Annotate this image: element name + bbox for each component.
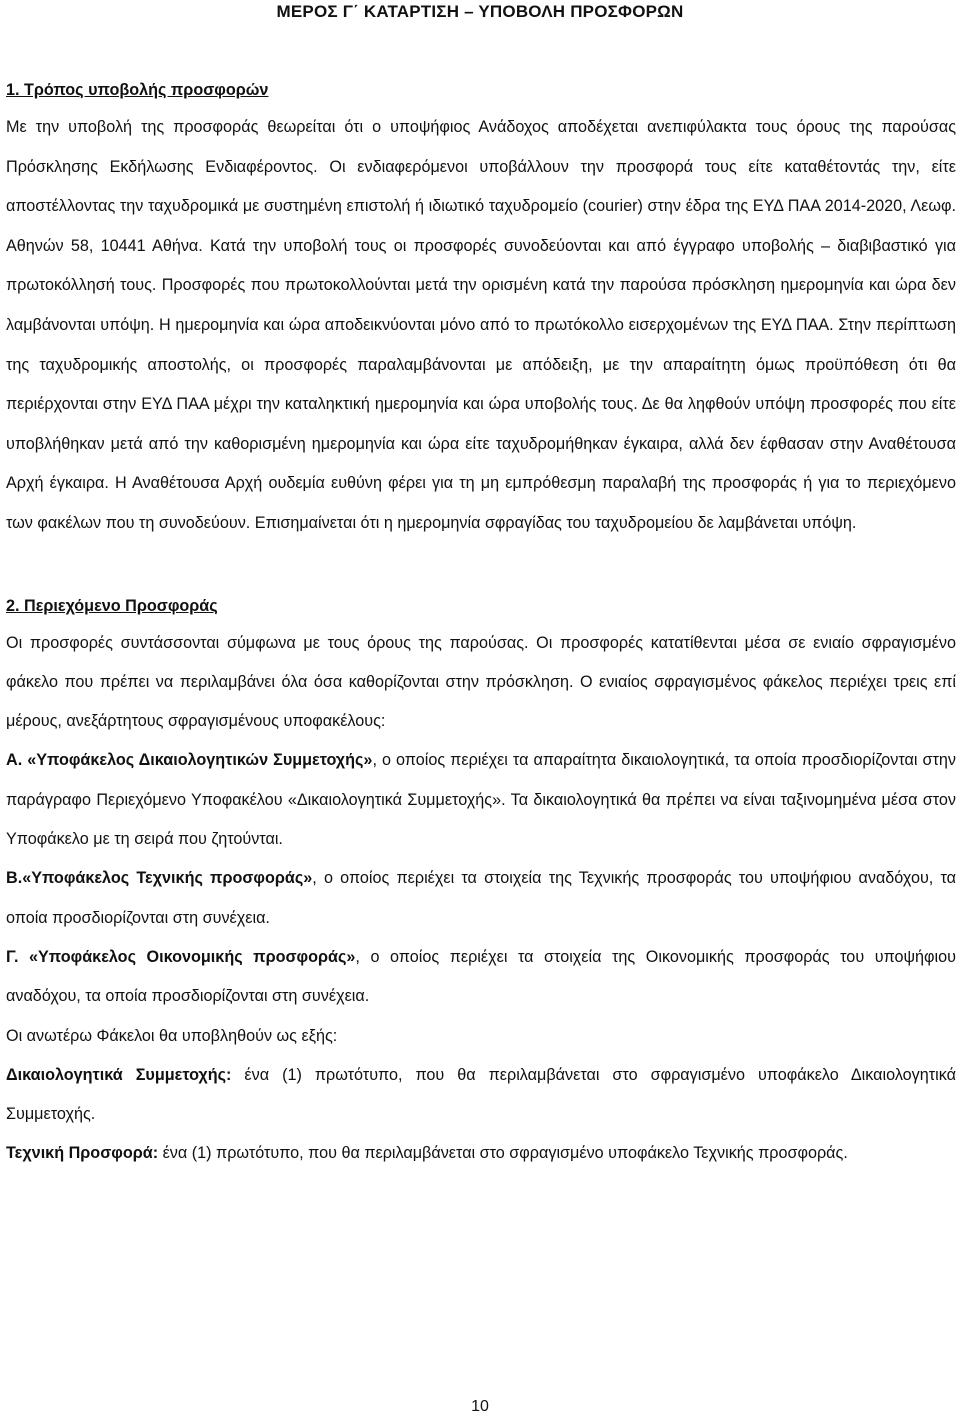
page-number: 10 (471, 1398, 489, 1415)
subfolder-a-text: , ο οποίος περιέχει τα απαραίτητα δικαιολογητικά, τα οποία προσδιορίζονται στην παράγραφο Περιεχόμενο Υποφακέλου «Δικαιολογητικά Συμμετοχής». Τα δικαιολογητικά θα πρέπει να είναι ταξινομημένα μέσα στον Υποφάκελο με τη σειρά που ζητούνται. (6, 751, 957, 849)
section-1-body: Με την υποβολή της προσφοράς θεωρείται ότι ο υποψήφιος Ανάδοχος αποδέχεται ανεπιφύλακτα τους όρους της παρούσας Πρόσκλησης Εκδήλωσης Ενδιαφέροντος. Οι ενδιαφερόμενοι υποβάλλουν την προσφορά τους είτε καταθέτοντάς την, είτε αποστέλλοντας την ταχυδρομικά με συστημένη επιστολή ή ιδιωτικό ταχυδρομείο (courier) στην έδρα της ΕΥΔ ΠΑΑ 2014-2020, Λεωφ. Αθηνών 58, 10441 Αθήνα. Κατά την υποβολή τους οι προσφορές συνοδεύονται και από έγγραφο υποβολής – διαβιβαστικό για πρωτοκόλλησή τους. Προσφορές που πρωτοκολλούνται μετά την ορισμένη κατά την παρούσα πρόσκληση ημερομηνία και ώρα δεν λαμβάνονται υπόψη. Η ημερομηνία και ώρα αποδεικνύονται μόνο από το πρωτόκολλο εισερχομένων της ΕΥΔ ΠΑΑ. Στην περίπτωση της ταχυδρομικής αποστολής, οι προσφορές παραλαμβάνονται με απόδειξη, με την απαραίτητη όμως προϋπόθεση ότι θα περιέρχονται στην ΕΥΔ ΠΑΑ μέχρι την καταληκτική ημερομηνία και ώρα υποβολής τους. Δε θα ληφθούν υπόψη προσφορές που είτε υποβλήθηκαν μετά από την καθορισμένη ημερομηνία και ώρα είτε ταχυδρομήθηκαν έγκαιρα, αλλά δεν έφθασαν στην Αναθέτουσα Αρχή έγκαιρα. Η Αναθέτουσα Αρχή ουδεμία ευθύνη φέρει για τη μη εμπρόθεσμη παραλαβή της προσφοράς ή για το περιεχόμενο των φακέλων που τη συνοδεύουν. Επισημαίνεται ότι η ημερομηνία σφραγίδας του ταχυδρομείου δε λαμβάνεται υπόψη. (6, 118, 956, 532)
submission-item-2-label: Τεχνική Προσφορά: (6, 1144, 159, 1163)
submission-intro: Οι ανωτέρω Φάκελοι θα υποβληθούν ως εξής: (6, 1026, 338, 1045)
subfolder-c-text: , ο οποίος περιέχει τα στοιχεία της Οικονομικής προσφοράς του υποψήφιου αναδόχου, τα οποία προσδιορίζονται στη συνέχεια. (6, 947, 957, 1006)
subfolder-b-text: , ο οποίος περιέχει τα στοιχεία της Τεχνικής προσφοράς του υποψήφιου αναδόχου, τα οποία προσδιορίζονται στη συνέχεια. (6, 869, 957, 927)
subfolder-c-label: Γ. «Υποφάκελος Οικονομικής προσφοράς» (6, 947, 356, 966)
section-spacer (6, 544, 956, 588)
submission-item-2-text: ένα (1) πρωτότυπο, που θα περιλαμβάνεται στο σφραγισμένο υποφάκελο Τεχνικής προσφοράς. (158, 1144, 848, 1163)
subfolder-a-paragraph (6, 741, 956, 859)
subfolder-c-paragraph (6, 938, 956, 1017)
document-header-title: ΜΕΡΟΣ Γ΄ ΚΑΤΑΡΤΙΣΗ – ΥΠΟΒΟΛΗ ΠΡΟΣΦΟΡΩΝ (276, 2, 684, 21)
section-1-heading: 1. Τρόπος υποβολής προσφορών (6, 81, 269, 99)
section-2-intro: Οι προσφορές συντάσσονται σύμφωνα με τους όρους της παρούσας. Οι προσφορές κατατίθενται μέσα σε ενιαίο σφραγισμένο φάκελο που πρέπει να περιλαμβάνει όλα όσα καθορίζονται στην πρόσκληση. Ο ενιαίος σφραγισμένος φάκελος περιέχει τρεις επί μέρους, ανεξάρτητους σφραγισμένους υποφακέλους: (6, 633, 956, 731)
submission-item-technical-offer (6, 1134, 956, 1173)
section-2-heading: 2. Περιεχόμενο Προσφοράς (6, 596, 218, 615)
submission-item-1-text: ένα (1) πρωτότυπο, που θα περιλαμβάνεται στο σφραγισμένο υποφάκελο Δικαιολογητικά Συμμετοχής. (6, 1065, 957, 1124)
submission-item-participation-docs (6, 1056, 956, 1135)
subfolder-b-label: Β.«Υποφάκελος Τεχνικής προσφοράς» (6, 869, 313, 888)
submission-item-1-label: Δικαιολογητικά Συμμετοχής: (6, 1065, 232, 1084)
subfolder-b-paragraph (6, 859, 956, 938)
document-content (6, 72, 956, 1174)
subfolder-a-label: Α. «Υποφάκελος Δικαιολογητικών Συμμετοχής» (6, 751, 373, 770)
